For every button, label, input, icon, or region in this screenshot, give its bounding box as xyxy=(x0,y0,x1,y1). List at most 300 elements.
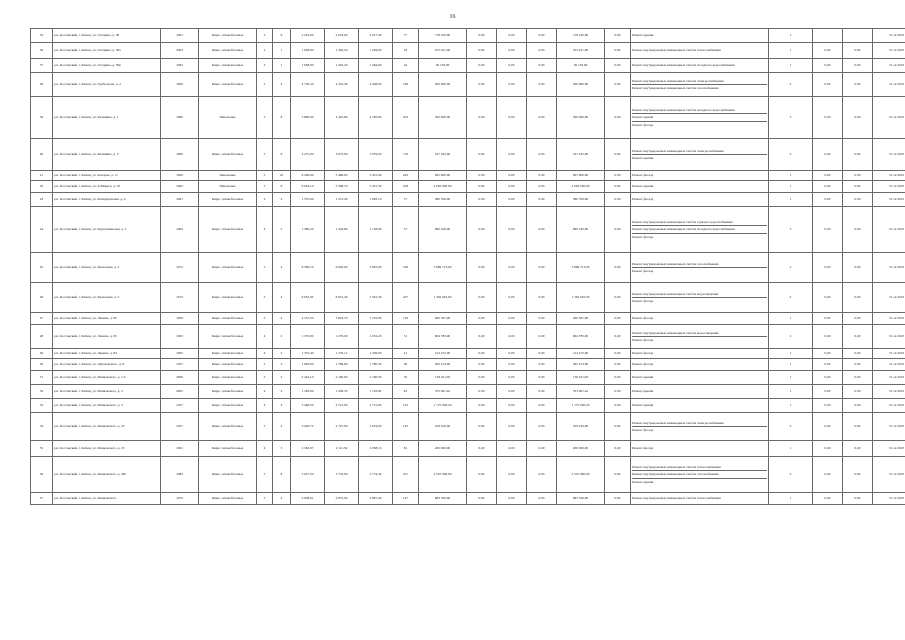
row-cost-owners: 1 362 645,00 xyxy=(557,283,605,313)
row-cost-local: 0,00 xyxy=(527,325,557,349)
row-year: 1980 xyxy=(161,97,199,139)
row-works xyxy=(631,193,769,207)
row-cost-other: 0,00 xyxy=(605,371,631,385)
row-cost-owners: 990 226,00 xyxy=(557,207,605,253)
row-residents: 35 xyxy=(393,371,419,385)
work-item: Ремонт внутридомовых инженерных систем водоотведения xyxy=(632,330,719,335)
row-address: р.п. Костанский, г. Китеж, ул. Кладова, д. 11 xyxy=(53,171,161,181)
row-year: 1969 xyxy=(161,313,199,325)
row-cost-fund: 0,00 xyxy=(467,493,497,505)
row-area-living: 2 872,94 xyxy=(325,493,359,505)
row-cost-owners: 904 783,00 xyxy=(557,325,605,349)
row-address: р.п. Костанский, г. Китеж, ул. Гагарина, д. 39а xyxy=(53,43,161,59)
row-area-owned: 4 298,00 xyxy=(359,73,393,97)
row-max-cost xyxy=(843,29,873,43)
row-max-cost: 0,00 xyxy=(843,313,873,325)
row-material: Кирп./ шлакоблочные xyxy=(199,399,257,413)
row-deadline: 31.12.2023 xyxy=(873,441,905,457)
table-row xyxy=(31,385,905,399)
row-cost-other: 0,00 xyxy=(605,399,631,413)
row-cost-other: 0,00 xyxy=(605,139,631,171)
row-area-living: 1 262,20 xyxy=(325,59,359,73)
table-row xyxy=(31,371,905,385)
row-unit-cost: 0,00 xyxy=(813,441,843,457)
row-material: Кирп./ шлакоблочные xyxy=(199,283,257,313)
row-entrances: 8 xyxy=(273,97,291,139)
row-cost-region: 0,00 xyxy=(497,207,527,253)
row-cost-region: 0,00 xyxy=(497,349,527,359)
row-residents: 41 xyxy=(393,349,419,359)
row-cost-region: 0,00 xyxy=(497,385,527,399)
row-area-total: 3 420,72 xyxy=(291,413,325,441)
row-cost-owners: 400 361,00 xyxy=(557,313,605,325)
row-area-owned: 1 158,00 xyxy=(359,207,393,253)
row-area-total: 6 560,10 xyxy=(291,253,325,283)
row-cost-fund: 0,00 xyxy=(467,385,497,399)
row-area-living: 2 727,00 xyxy=(325,413,359,441)
row-floors: 4 xyxy=(257,441,273,457)
row-unit-cost: 0,00 xyxy=(813,493,843,505)
row-cost-local: 0,00 xyxy=(527,253,557,283)
row-residents: 57 xyxy=(393,207,419,253)
row-floors: 5 xyxy=(257,493,273,505)
row-max-cost: 0,00 xyxy=(843,207,873,253)
row-address: р.п. Костанский, г. Китеж, ул. К.Маркса, д. 18 xyxy=(53,181,161,193)
row-works xyxy=(631,207,769,253)
row-cost-local: 0,00 xyxy=(527,59,557,73)
work-item: Ремонт фасада xyxy=(632,316,654,321)
work-item: Ремонт фасада xyxy=(632,121,767,128)
capital-repair-table xyxy=(30,28,905,505)
row-cost-fund: 0,00 xyxy=(467,359,497,371)
row-cost-region: 0,00 xyxy=(497,359,527,371)
row-area-total: 1 363,60 xyxy=(291,385,325,399)
row-area-owned: 2 160,00 xyxy=(359,371,393,385)
row-cost-total: 159 911,00 xyxy=(419,371,467,385)
row-area-total: 1 638,90 xyxy=(291,43,325,59)
row-residents: 77 xyxy=(393,29,419,43)
row-deadline: 31.12.2023 xyxy=(873,181,905,193)
row-year: 2003 xyxy=(161,43,199,59)
row-works xyxy=(631,399,769,413)
row-cost-owners: 718 100,00 xyxy=(557,29,605,43)
row-max-cost: 0,00 xyxy=(843,349,873,359)
row-cost-fund: 0,00 xyxy=(467,457,497,493)
row-unit-cost: 0,00 xyxy=(813,59,843,73)
row-works xyxy=(631,139,769,171)
row-area-living: 1 276,00 xyxy=(325,325,359,349)
row-cost-owners: 4 062 000,00 xyxy=(557,181,605,193)
row-area-owned: 1 118,00 xyxy=(359,385,393,399)
row-year: 1957 xyxy=(161,413,199,441)
row-cost-fund: 0,00 xyxy=(467,29,497,43)
work-item: Ремонт крыши xyxy=(632,184,654,189)
row-works xyxy=(631,283,769,313)
row-cost-owners: 2 510 900,00 xyxy=(557,457,605,493)
row-material: Кирп./ шлакоблочные xyxy=(199,313,257,325)
row-residents: 176 xyxy=(393,139,419,171)
work-item: Ремонт фасада xyxy=(632,197,654,202)
row-address: р.п. Костанский, г. Китеж, ул. Ленина, д. 83 xyxy=(53,325,161,349)
row-area-living: 1 279,12 xyxy=(325,349,359,359)
row-address: р.п. Костанский, г. Китеж, ул. Коммунальная, д. 4 xyxy=(53,193,161,207)
row-number: 38 xyxy=(31,73,53,97)
row-area-total: 1 638,90 xyxy=(291,59,325,73)
row-cost-local: 0,00 xyxy=(527,139,557,171)
row-unit-cost: 0,00 xyxy=(813,97,843,139)
row-cost-fund: 0,00 xyxy=(467,43,497,59)
row-cost-total: 825 900,00 xyxy=(419,171,467,181)
row-cost-fund: 0,00 xyxy=(467,207,497,253)
row-floors: 5 xyxy=(257,283,273,313)
row-max-cost: 0,00 xyxy=(843,457,873,493)
row-units: 2 xyxy=(769,253,813,283)
row-year: 1957 xyxy=(161,399,199,413)
row-max-cost: 0,00 xyxy=(843,325,873,349)
work-item: Ремонт крыши xyxy=(632,478,767,485)
row-address: р.п. Костанский, г. Китеж, ул. Ленина, д. 82 xyxy=(53,313,161,325)
row-material: Кирп./ шлакоблочные xyxy=(199,349,257,359)
row-area-total: 3 448,50 xyxy=(291,399,325,413)
row-entrances: 2 xyxy=(273,359,291,371)
row-cost-local: 0,00 xyxy=(527,193,557,207)
row-year: 1963 xyxy=(161,325,199,349)
row-cost-region: 0,00 xyxy=(497,441,527,457)
work-item: Ремонт внутридомовых инженерных систем теплоснабжения xyxy=(632,496,721,501)
row-deadline: 31.12.2023 xyxy=(873,413,905,441)
row-area-living: 5 568,70 xyxy=(325,181,359,193)
row-cost-region: 0,00 xyxy=(497,43,527,59)
row-area-living: 1 262,20 xyxy=(325,43,359,59)
row-cost-owners: 362 474,00 xyxy=(557,359,605,371)
row-cost-local: 0,00 xyxy=(527,349,557,359)
row-units: 1 xyxy=(769,359,813,371)
row-cost-total: 214 472,00 xyxy=(419,349,467,359)
row-cost-total: 1 362 645,00 xyxy=(419,283,467,313)
row-year: 1993 xyxy=(161,59,199,73)
row-area-living: 2 160,00 xyxy=(325,371,359,385)
work-item: Ремонт фасада xyxy=(632,351,654,356)
work-item: Ремонт внутридомовых инженерных систем электроснабжения xyxy=(632,148,724,153)
row-unit-cost: 0,00 xyxy=(813,193,843,207)
row-works xyxy=(631,181,769,193)
row-units: 1 xyxy=(769,313,813,325)
row-units: 1 xyxy=(769,171,813,181)
row-cost-other: 0,00 xyxy=(605,253,631,283)
row-cost-total: 200 000,00 xyxy=(419,441,467,457)
row-units: 1 xyxy=(769,43,813,59)
row-area-total: 1 993,60 xyxy=(291,359,325,371)
row-cost-local: 0,00 xyxy=(527,371,557,385)
row-area-living: 3 752,90 xyxy=(325,457,359,493)
row-units: 2 xyxy=(769,283,813,313)
row-max-cost: 0,00 xyxy=(843,413,873,441)
row-number: 50 xyxy=(31,359,53,371)
row-works xyxy=(631,73,769,97)
row-number: 45 xyxy=(31,253,53,283)
row-max-cost: 0,00 xyxy=(843,43,873,59)
row-entrances: 4 xyxy=(273,73,291,97)
work-item: Ремонт внутридомовых инженерных систем холодного водоснабжения xyxy=(632,63,735,68)
row-address: р.п. Костанский, г. Китеж, ул. Кузнецова, д. 2 xyxy=(53,253,161,283)
row-area-living: 6 031,40 xyxy=(325,283,359,313)
table-row xyxy=(31,139,905,171)
row-entrances: 4 xyxy=(273,283,291,313)
row-cost-region: 0,00 xyxy=(497,29,527,43)
row-cost-fund: 0,00 xyxy=(467,97,497,139)
work-item: Ремонт внутридомовых инженерных систем теплоснабжения xyxy=(632,465,721,470)
row-cost-owners: 109 910,00 xyxy=(557,413,605,441)
page-number: 16 xyxy=(449,14,456,20)
row-cost-other: 0,00 xyxy=(605,207,631,253)
row-unit-cost: 0,00 xyxy=(813,413,843,441)
row-cost-owners: 500 000,00 xyxy=(557,97,605,139)
row-entrances: 4 xyxy=(273,399,291,413)
table-row xyxy=(31,441,905,457)
row-address: р.п. Костанский, г. Китеж, ул. Маяковского, д. 3 xyxy=(53,399,161,413)
row-entrances: 4 xyxy=(273,313,291,325)
row-floors: 4 xyxy=(257,385,273,399)
work-item: Ремонт внутридомовых инженерных систем электроснабжения xyxy=(632,420,724,425)
row-cost-local: 0,00 xyxy=(527,181,557,193)
row-area-owned: 2 867,40 xyxy=(359,493,393,505)
row-entrances: 1 xyxy=(273,59,291,73)
row-cost-region: 0,00 xyxy=(497,399,527,413)
row-works xyxy=(631,43,769,59)
work-item: Ремонт крыши xyxy=(632,154,767,161)
row-material: Кирп./ шлакоблочные xyxy=(199,193,257,207)
row-cost-fund: 0,00 xyxy=(467,283,497,313)
row-area-living: 3 824,70 xyxy=(325,313,359,325)
row-unit-cost: 0,00 xyxy=(813,385,843,399)
row-deadline: 31.12.2023 xyxy=(873,139,905,171)
row-year: 1972 xyxy=(161,253,199,283)
row-floors: 2 xyxy=(257,43,273,59)
row-max-cost: 0,00 xyxy=(843,253,873,283)
row-unit-cost: 0,00 xyxy=(813,253,843,283)
row-area-owned: 1 052,20 xyxy=(359,325,393,349)
row-area-living: 5 486,00 xyxy=(325,171,359,181)
row-unit-cost: 0,00 xyxy=(813,283,843,313)
row-residents: 227 xyxy=(393,283,419,313)
row-area-living: 1 272,40 xyxy=(325,193,359,207)
row-cost-total: 362 474,00 xyxy=(419,359,467,371)
row-unit-cost: 0,00 xyxy=(813,371,843,385)
row-area-total: 1 370,00 xyxy=(291,325,325,349)
row-area-owned: 2 654,00 xyxy=(359,413,393,441)
row-cost-other: 0,00 xyxy=(605,349,631,359)
row-cost-total: 990 226,00 xyxy=(419,207,467,253)
row-entrances: 3 xyxy=(273,441,291,457)
row-material: Кирп./ шлакоблочные xyxy=(199,493,257,505)
work-item: Ремонт крыши xyxy=(632,375,654,380)
row-cost-total: 105 451,00 xyxy=(419,43,467,59)
row-number: 46 xyxy=(31,283,53,313)
table-row xyxy=(31,313,905,325)
row-address: р.п. Костанский, г. Китеж, ул. Калинина, д. 1 xyxy=(53,97,161,139)
row-cost-local: 0,00 xyxy=(527,385,557,399)
row-area-living: 3 975,00 xyxy=(325,139,359,171)
row-area-owned: 3 979,00 xyxy=(359,139,393,171)
row-deadline: 31.12.2023 xyxy=(873,399,905,413)
row-area-living: 2 111,50 xyxy=(325,441,359,457)
row-floors: 2 xyxy=(257,73,273,97)
row-material: Кирп./ шлакоблочные xyxy=(199,139,257,171)
row-material: Кирп./ шлакоблочные xyxy=(199,253,257,283)
row-year: 1966 xyxy=(161,73,199,97)
row-cost-region: 0,00 xyxy=(497,193,527,207)
row-cost-region: 0,00 xyxy=(497,457,527,493)
row-cost-other: 0,00 xyxy=(605,359,631,371)
row-floors: 2 xyxy=(257,359,273,371)
row-material: Кирп./ шлакоблочные xyxy=(199,73,257,97)
row-units: 1 xyxy=(769,59,813,73)
row-residents: 231 xyxy=(393,457,419,493)
row-works xyxy=(631,97,769,139)
row-units: 1 xyxy=(769,193,813,207)
row-material: Кирп./ шлакоблочные xyxy=(199,371,257,385)
row-unit-cost xyxy=(813,29,843,43)
row-cost-total: 2 510 900,00 xyxy=(419,457,467,493)
row-material: Панельные xyxy=(199,97,257,139)
row-year: 1961 xyxy=(161,441,199,457)
row-units: 1 xyxy=(769,385,813,399)
row-area-owned: 1 264,00 xyxy=(359,59,393,73)
row-units: 2 xyxy=(769,139,813,171)
row-cost-owners: 200 000,00 xyxy=(557,441,605,457)
row-cost-owners: 159 911,00 xyxy=(557,371,605,385)
row-address: р.п. Костанский, г. Китеж, ул. Маяковского, д. 1-б xyxy=(53,371,161,385)
row-max-cost: 0,00 xyxy=(843,493,873,505)
work-item: Ремонт крыши xyxy=(632,33,654,38)
row-number: 35 xyxy=(31,29,53,43)
table-row xyxy=(31,43,905,59)
row-number: 42 xyxy=(31,181,53,193)
row-entrances: 10 xyxy=(273,171,291,181)
row-cost-local: 0,00 xyxy=(527,399,557,413)
row-cost-other: 0,00 xyxy=(605,97,631,139)
row-cost-region: 0,00 xyxy=(497,283,527,313)
row-address: р.п. Костанский, г. Китеж, ул. Маяковского, д. 23 xyxy=(53,413,161,441)
table-row xyxy=(31,253,905,283)
row-cost-local: 0,00 xyxy=(527,97,557,139)
row-number: 54 xyxy=(31,413,53,441)
table-row xyxy=(31,493,905,505)
row-floors: 4 xyxy=(257,325,273,349)
row-cost-fund: 0,00 xyxy=(467,325,497,349)
row-units: 1 xyxy=(769,371,813,385)
row-area-total: 1 375,40 xyxy=(291,349,325,359)
row-cost-owners: 703 001,42 xyxy=(557,385,605,399)
row-area-owned: 2 731,00 xyxy=(359,399,393,413)
row-cost-fund: 0,00 xyxy=(467,399,497,413)
row-residents: 258 xyxy=(393,181,419,193)
row-cost-fund: 0,00 xyxy=(467,371,497,385)
row-unit-cost: 0,00 xyxy=(813,325,843,349)
row-year: 2006 xyxy=(161,371,199,385)
row-deadline: 31.12.2023 xyxy=(873,359,905,371)
row-residents: 18 xyxy=(393,43,419,59)
row-cost-region: 0,00 xyxy=(497,371,527,385)
row-number: 55 xyxy=(31,441,53,457)
table-row xyxy=(31,413,905,441)
row-cost-region: 0,00 xyxy=(497,139,527,171)
row-area-living: 1 209,35 xyxy=(325,385,359,399)
row-cost-other: 0,00 xyxy=(605,171,631,181)
row-year: 1984 xyxy=(161,457,199,493)
table-row xyxy=(31,97,905,139)
row-residents: 196 xyxy=(393,73,419,97)
row-units: 1 xyxy=(769,441,813,457)
row-unit-cost: 0,00 xyxy=(813,399,843,413)
row-unit-cost: 0,00 xyxy=(813,43,843,59)
row-number: 47 xyxy=(31,313,53,325)
row-units: 2 xyxy=(769,413,813,441)
row-area-total: 6 052,92 xyxy=(291,283,325,313)
row-entrances: 2 xyxy=(273,371,291,385)
row-units: 1 xyxy=(769,181,813,193)
row-number: 53 xyxy=(31,399,53,413)
row-number: 39 xyxy=(31,97,53,139)
work-item: Ремонт фасада xyxy=(632,362,654,367)
row-material: Кирп./ шлакоблочные xyxy=(199,385,257,399)
row-units: 3 xyxy=(769,97,813,139)
row-deadline: 31.12.2023 xyxy=(873,97,905,139)
row-cost-owners: 825 900,00 xyxy=(557,171,605,181)
row-units: 1 xyxy=(769,493,813,505)
table-row xyxy=(31,325,905,349)
row-cost-owners: 167 432,00 xyxy=(557,139,605,171)
row-cost-local: 0,00 xyxy=(527,413,557,441)
row-cost-region: 0,00 xyxy=(497,73,527,97)
row-area-owned: 2 058,10 xyxy=(359,441,393,457)
row-deadline: 31.12.2023 xyxy=(873,457,905,493)
table-row xyxy=(31,73,905,97)
row-cost-owners: 36 150,00 xyxy=(557,59,605,73)
row-residents: 46 xyxy=(393,359,419,371)
row-area-total: 4 730,50 xyxy=(291,73,325,97)
row-entrances: 6 xyxy=(273,139,291,171)
row-area-total: 1 580,20 xyxy=(291,207,325,253)
row-units: 3 xyxy=(769,207,813,253)
row-address: р.п. Костанский, г. Китеж, ул. Маяковского, xyxy=(53,493,161,505)
row-address: р.п. Костанский, г. Китеж, ул. Кузнецова, д. 5 xyxy=(53,283,161,313)
row-cost-fund: 0,00 xyxy=(467,441,497,457)
row-cost-owners: 3 869 713,00 xyxy=(557,253,605,283)
row-number: 37 xyxy=(31,59,53,73)
row-cost-total: 200 000,00 xyxy=(419,73,467,97)
row-residents: 223 xyxy=(393,97,419,139)
row-area-living: 4 425,80 xyxy=(325,97,359,139)
row-units: 1 xyxy=(769,349,813,359)
table-row xyxy=(31,349,905,359)
row-cost-total: 718 100,00 xyxy=(419,29,467,43)
row-cost-fund: 0,00 xyxy=(467,253,497,283)
work-item: Ремонт внутридомовых инженерных систем газоснабжения xyxy=(632,84,767,91)
row-works xyxy=(631,359,769,371)
row-number: 57 xyxy=(31,493,53,505)
row-cost-region: 0,00 xyxy=(497,413,527,441)
table-body xyxy=(31,29,905,505)
row-area-owned: 3 722,90 xyxy=(359,313,393,325)
row-unit-cost: 0,00 xyxy=(813,457,843,493)
row-material: Кирп./ шлакоблочные xyxy=(199,457,257,493)
row-area-total: 4 237,50 xyxy=(291,313,325,325)
row-max-cost: 0,00 xyxy=(843,399,873,413)
row-floors: 4 xyxy=(257,207,273,253)
work-item: Ремонт крыши xyxy=(632,403,654,408)
row-floors: 5 xyxy=(257,181,273,193)
